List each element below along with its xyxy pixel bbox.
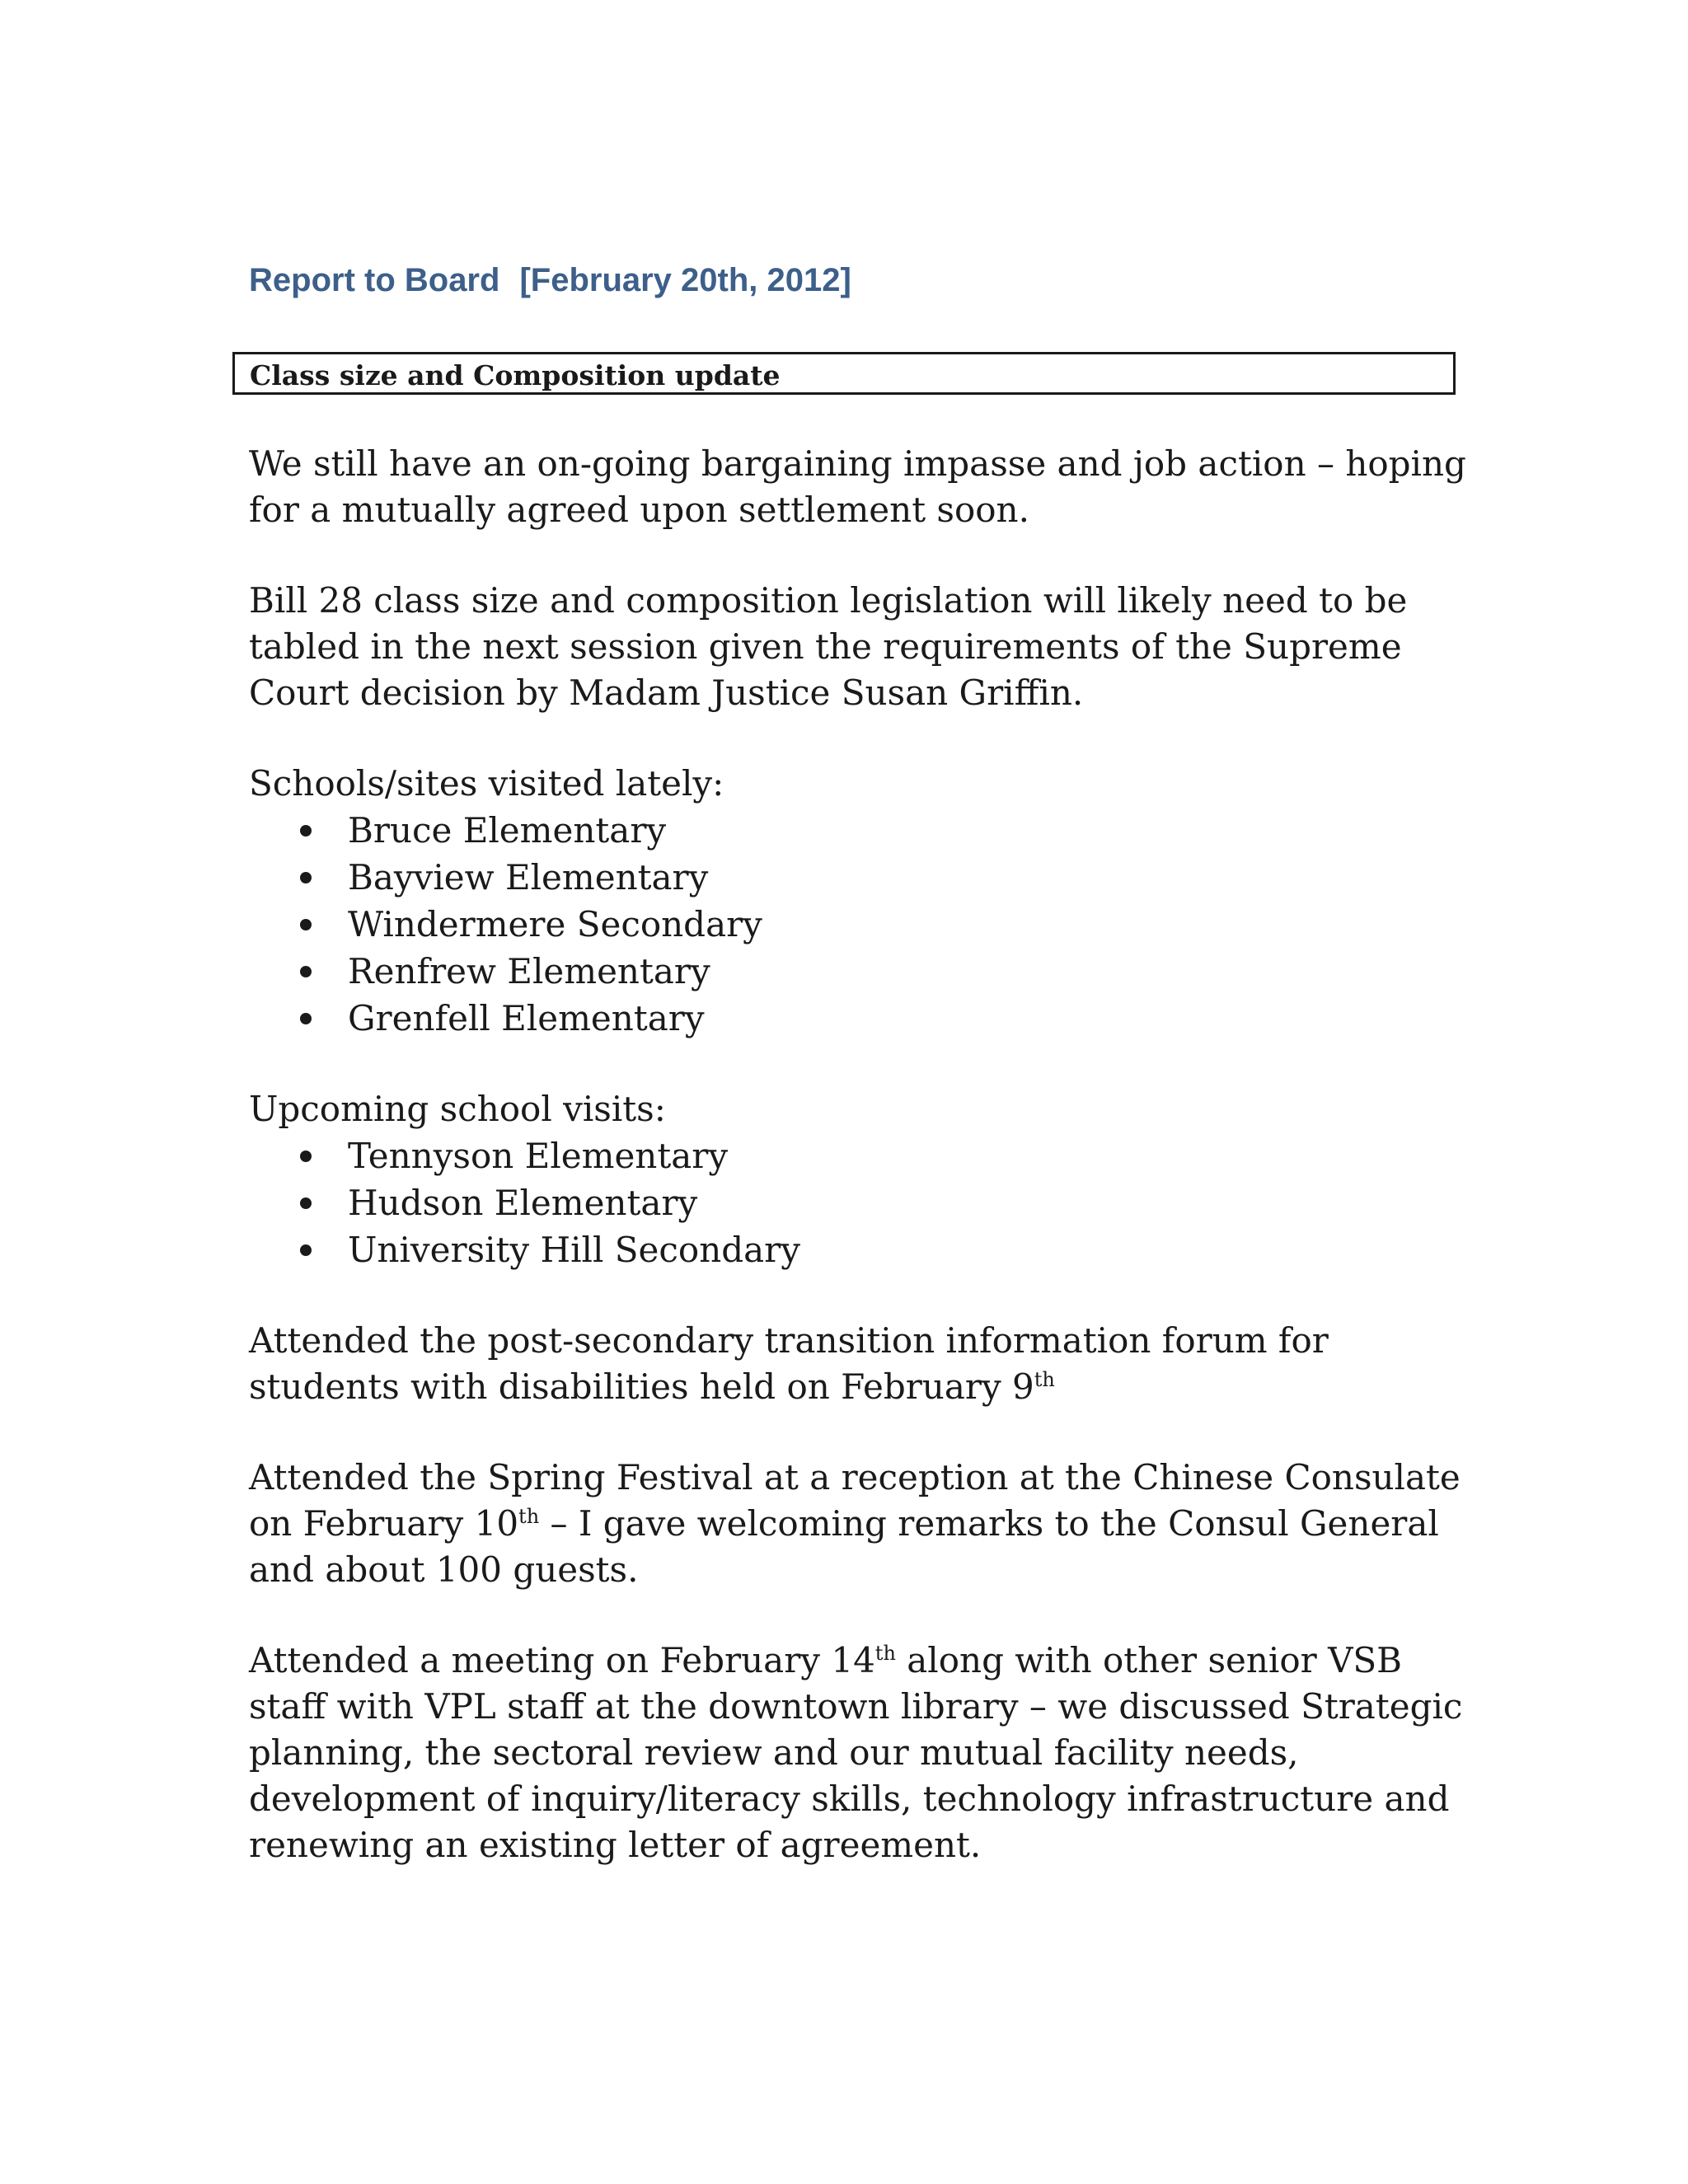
paragraph-festival [249, 1455, 1469, 1593]
visited-heading: Schools/sites visited lately: [249, 763, 724, 804]
festival-ordinal: th [518, 1505, 540, 1528]
report-title [249, 262, 851, 299]
forum-text: Attended the post-secondary transition information forum for students with disabilities held on February 9 [249, 1320, 1329, 1407]
paragraph-bargaining: We still have an on-going bargaining impasse and job action – hoping for a mutually agreed upon settlement soon. [249, 443, 1466, 530]
list-item: Windermere Secondary [249, 901, 1469, 948]
list-item: University Hill Secondary [249, 1226, 1469, 1273]
section-heading-box [232, 352, 1456, 395]
list-item: Bayview Elementary [249, 854, 1469, 901]
report-body [249, 441, 1469, 1913]
list-item: Renfrew Elementary [249, 948, 1469, 995]
upcoming-heading: Upcoming school visits: [249, 1089, 666, 1129]
festival-text-before: Attended the Spring Festival at a reception at the Chinese Consulate on February 10 [249, 1457, 1461, 1544]
report-title-text: Report to Board [249, 262, 500, 298]
list-item: Tennyson Elementary [249, 1132, 1469, 1179]
meeting-ordinal: th [874, 1642, 896, 1665]
visited-list [249, 807, 1469, 1042]
festival-text-after: – I gave welcoming remarks to the Consul General and about 100 guests. [249, 1503, 1439, 1590]
list-item: Hudson Elementary [249, 1179, 1469, 1226]
paragraph-bill-28: Bill 28 class size and composition legislation will likely need to be tabled in the next session given the requirements of the Supreme Court decision by Madam Justice Susan Griffin. [249, 580, 1408, 713]
paragraph-forum [249, 1318, 1469, 1410]
meeting-text-before: Attended a meeting on February 14 [249, 1640, 875, 1680]
report-date: [February 20th, 2012] [519, 262, 851, 298]
section-heading: Class size and Composition update [250, 359, 781, 391]
paragraph-meeting [249, 1638, 1469, 1868]
upcoming-list [249, 1132, 1469, 1273]
forum-ordinal: th [1034, 1368, 1055, 1391]
list-item: Grenfell Elementary [249, 995, 1469, 1042]
meeting-text-after: along with other senior VSB staff with VPL staff at the downtown library – we discussed Strategic planning, the sectoral review and our mutual facility needs, development of inquiry/literacy skills, technology infrastructure and renewing an existing letter of agreement. [249, 1640, 1463, 1865]
list-item: Bruce Elementary [249, 807, 1469, 854]
